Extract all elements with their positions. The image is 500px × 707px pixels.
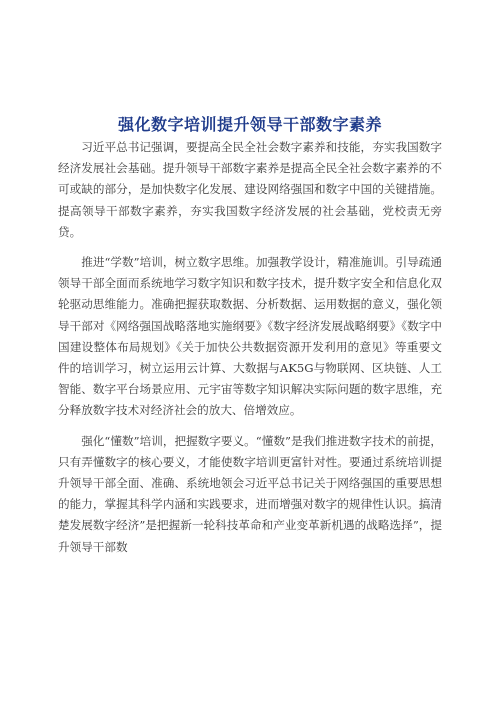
paragraph-3: 强化“懂数”培训，把握数字要义。“懂数”是我们推进数字技术的前提，只有弄懂数字的核心要义，才能使数字培训更富针对性。要通过系统培训提升领导干部全面、准确、系统地领会习近平总书记关于网络强国的重要思想的能力，掌握其科学内涵和实践要求，进而增强对数字的规律性认识。搞清楚发展数字经济”是把握新一轮科技革命和产业变革新机遇的战略选择”，提升领导干部数 xyxy=(58,433,442,554)
document-body xyxy=(58,137,442,567)
paragraph-1: 习近平总书记强调，要提高全民全社会数字素养和技能，夯实我国数字经济发展社会基础。提升领导干部数字素养是提高全民全社会数字素养的不可或缺的部分，是加快数字化发展、建设网络强国和数字中国的关键措施。提高领导干部数字素养，夯实我国数字经济发展的社会基础，党校责无旁贷。 xyxy=(58,140,442,239)
document-title: 强化数字培训提升领导干部数字素养 xyxy=(117,115,382,134)
paragraph-2: 推进“学数”培训，树立数字思维。加强教学设计，精准施训。引导疏通领导干部全面而系统地学习数字知识和数字技术，提升数字安全和信息化双轮驱动思维能力。准确把握获取数据、分析数据、运用数据的意义，强化领导干部对《网络强国战略落地实施纲要》《数字经济发展战略纲要》《数字中国建设整体布局规划》《关于加快公共数据资源开发利用的意见》等重要文件的培训学习，树立运用云计算、大数据与AK5G与物联网、区块链、人工智能、数字平台场景应用、元宇宙等数字知识解决实际问题的数字思维，充分释放数字技术对经济社会的放大、倍增效应。 xyxy=(58,255,442,418)
